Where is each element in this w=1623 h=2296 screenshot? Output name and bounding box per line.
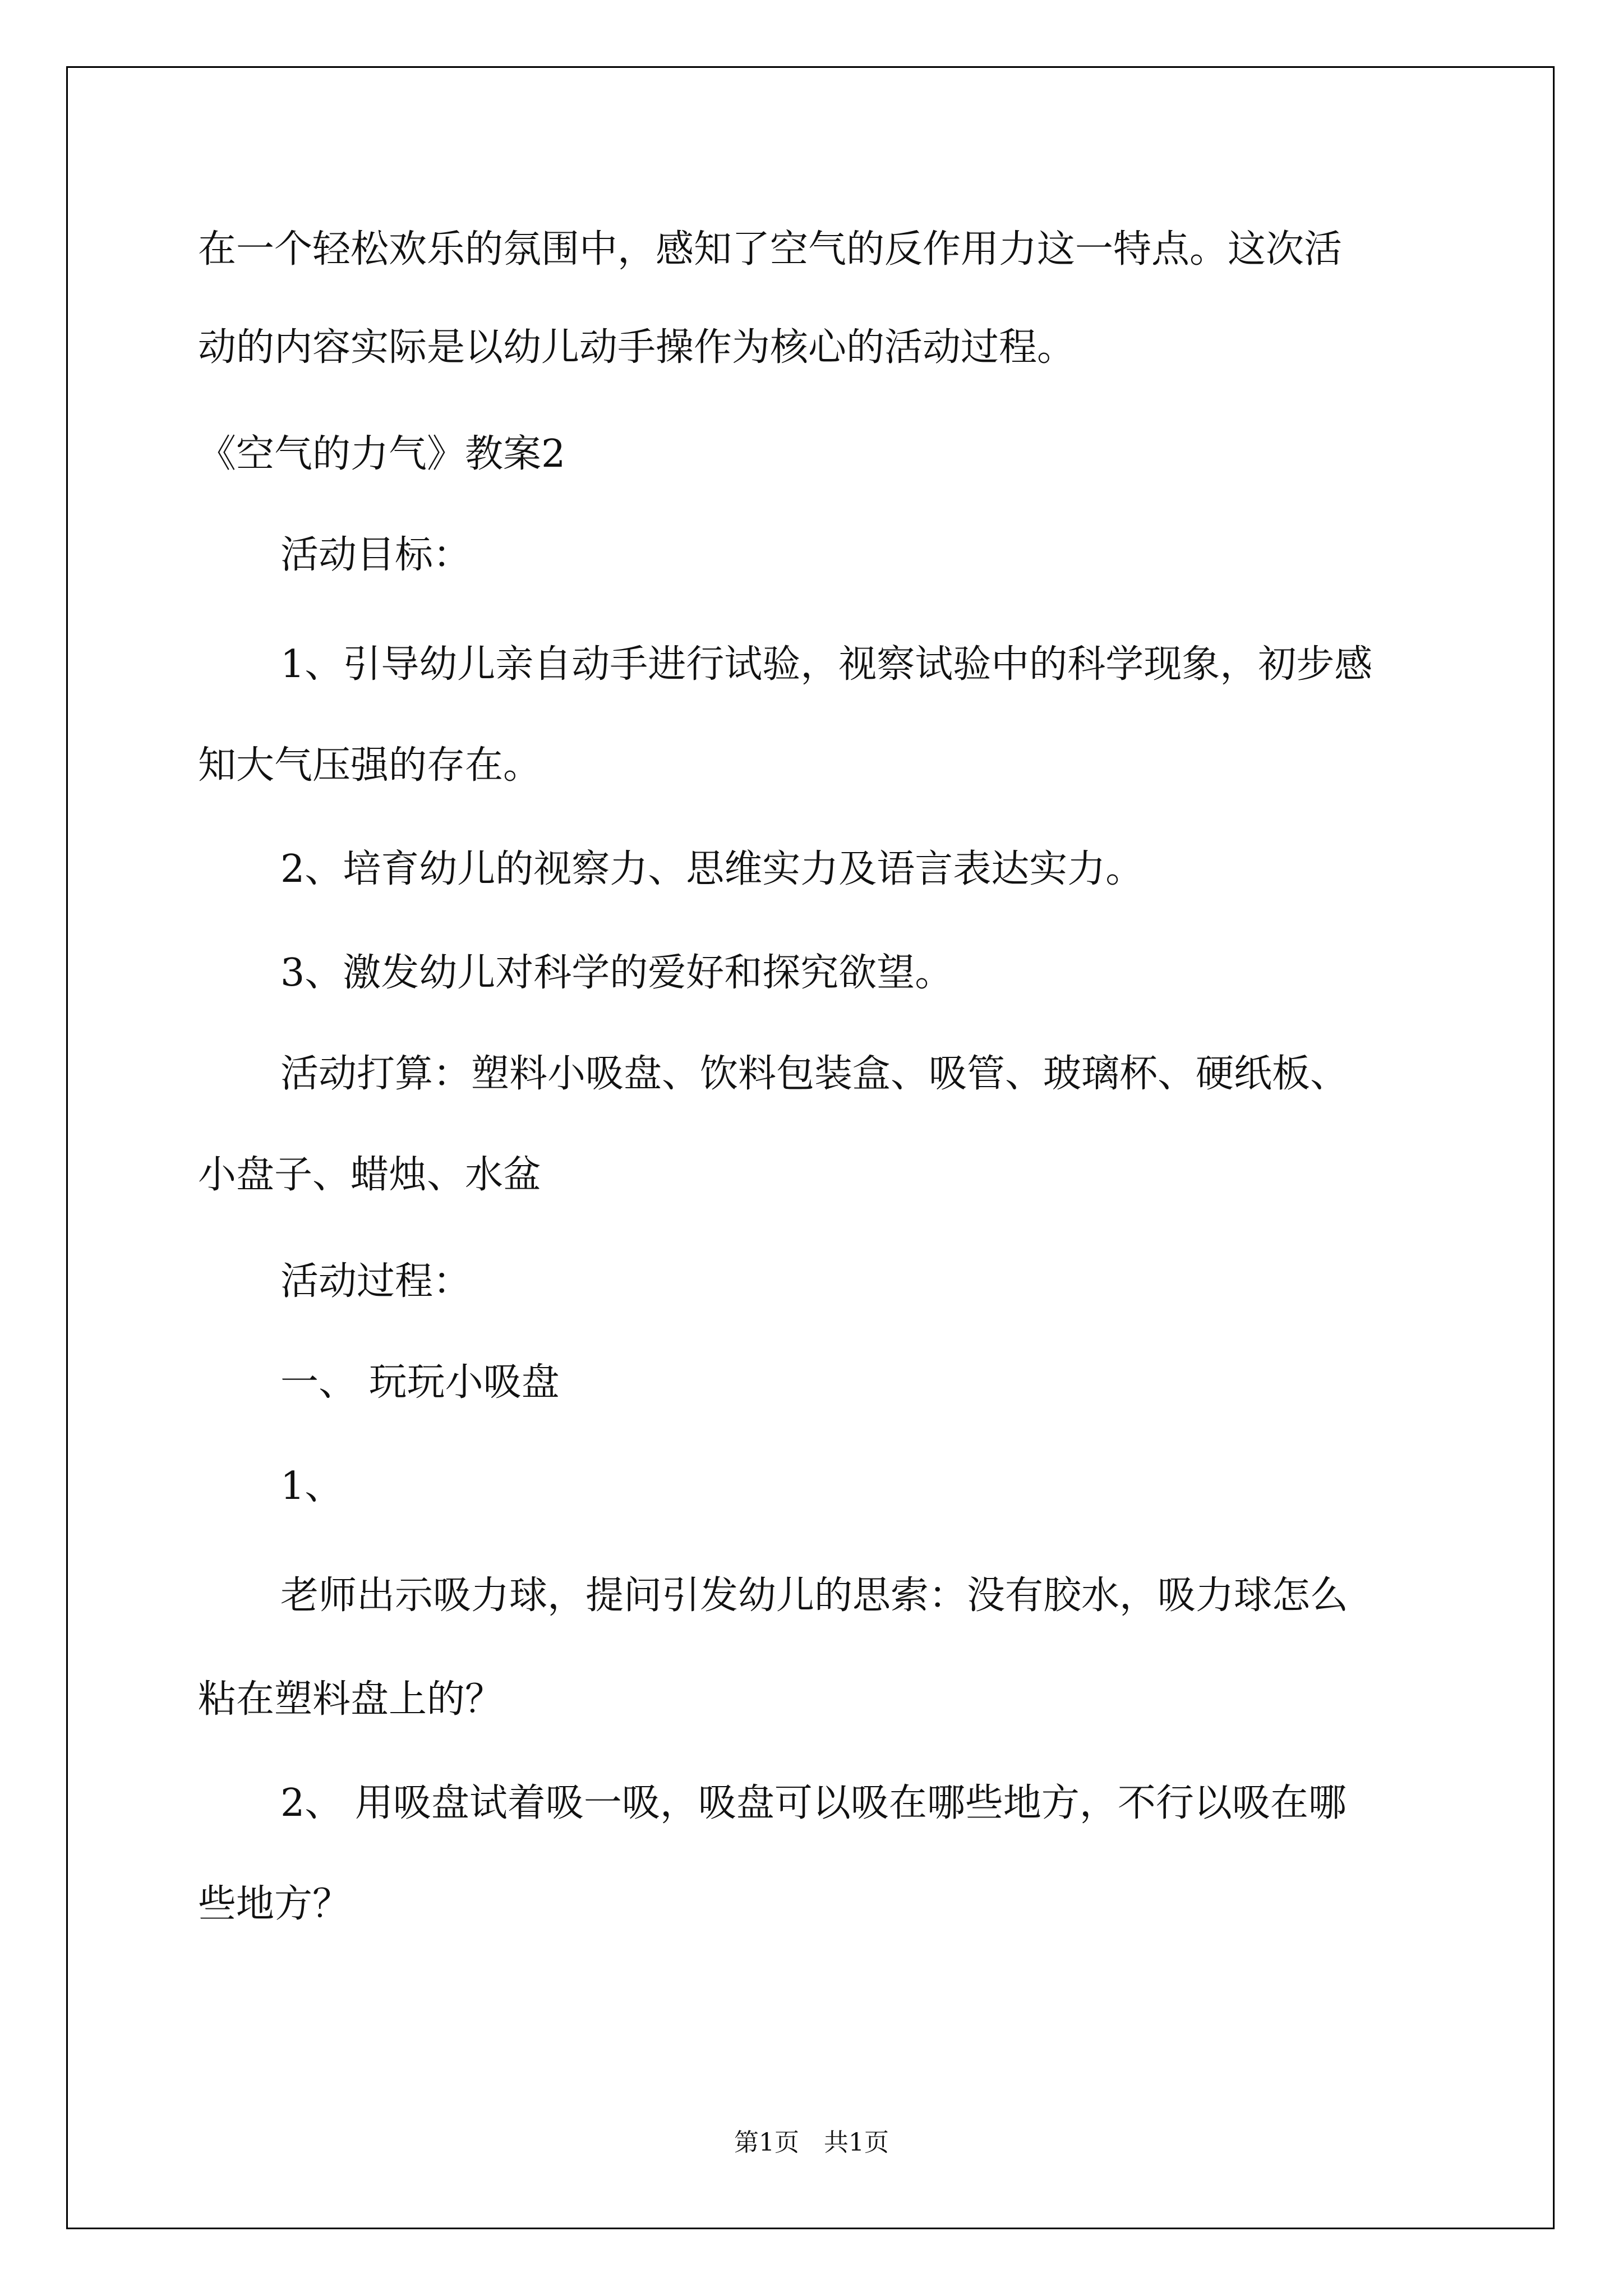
paragraph-line: 1、 (280, 1464, 343, 1508)
paragraph-line: 知大气压强的存在。 (198, 743, 542, 788)
paragraph-line: 1、引导幼儿亲自动手进行试验，视察试验中的科学现象，初步感 (280, 642, 1373, 687)
paragraph-line: 活动过程： (280, 1259, 472, 1304)
paragraph-line: 粘在塑料盘上的？ (198, 1677, 504, 1722)
paragraph-line: 一、 玩玩小吸盘 (280, 1360, 560, 1405)
page-footer: 第1页 共1页 (734, 2128, 889, 2157)
paragraph-line: 在一个轻松欢乐的氛围中，感知了空气的反作用力这一特点。这次活 (198, 227, 1343, 272)
paragraph-line: 老师出示吸力球，提问引发幼儿的思索：没有胶水，吸力球怎么 (280, 1573, 1349, 1618)
paragraph-line: 活动打算：塑料小吸盘、饮料包装盒、吸管、玻璃杯、硬纸板、 (280, 1052, 1349, 1096)
paragraph-line: 2、培育幼儿的视察力、思维实力及语言表达实力。 (280, 847, 1144, 891)
paragraph-line: 小盘子、蜡烛、水盆 (198, 1153, 542, 1197)
paragraph-line: 2、 用吸盘试着吸一吸，吸盘可以吸在哪些地方，不行以吸在哪 (280, 1781, 1347, 1825)
paragraph-line: 动的内容实际是以幼儿动手操作为核心的活动过程。 (198, 325, 1076, 370)
paragraph-line: 些地方？ (198, 1882, 351, 1926)
section-title: 《空气的力气》教案2 (198, 432, 566, 476)
paragraph-line: 活动目标： (280, 533, 472, 577)
paragraph-line: 3、激发幼儿对科学的爱好和探究欲望。 (280, 951, 953, 995)
